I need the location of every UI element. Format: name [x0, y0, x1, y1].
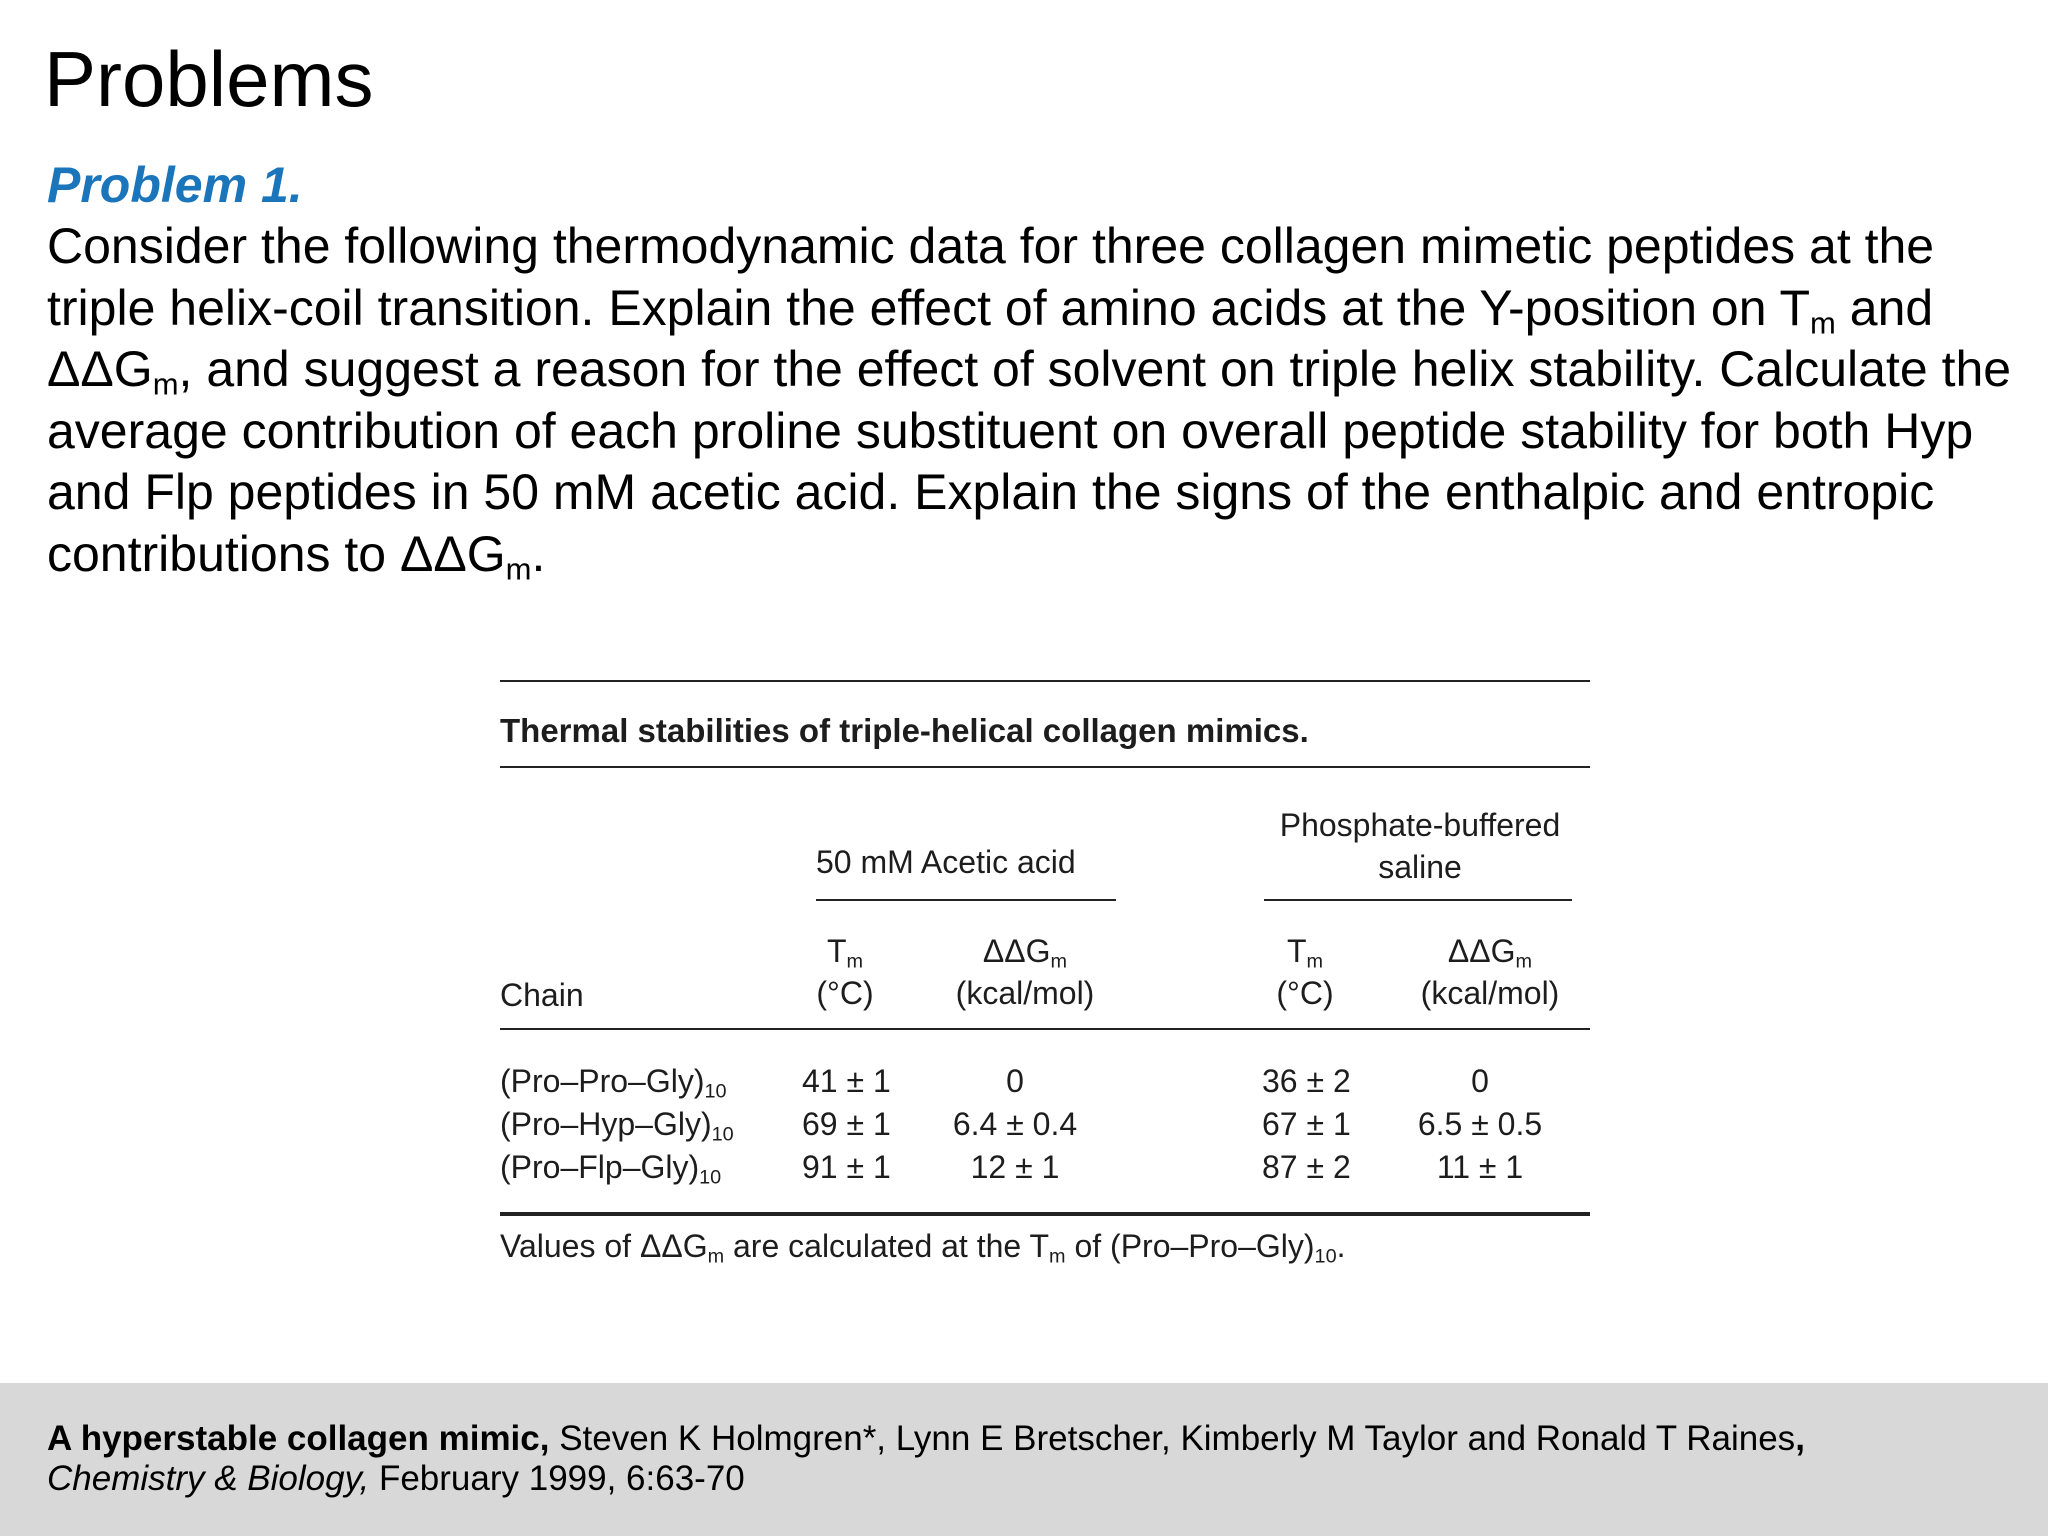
tm-unit: (°C)	[816, 975, 874, 1011]
table-caption: Thermal stabilities of triple-helical collagen mimics.	[500, 712, 1309, 749]
cell-tm-acetic: 69 ± 1	[802, 1106, 891, 1142]
subscript: m	[152, 366, 179, 402]
cell-tm-pbs: 87 ± 2	[1262, 1149, 1351, 1185]
subscript: m	[707, 1245, 725, 1268]
citation-authors: Steven K Holmgren*, Lynn E Bretscher, Kimberly M Taylor and Ronald T Raines	[549, 1419, 1796, 1458]
cell-dg-pbs: 0	[1471, 1063, 1489, 1099]
col-header-chain: Chain	[500, 977, 584, 1013]
col-header-tm-pbs	[1260, 930, 1350, 1014]
citation-details: February 1999, 6:63-70	[369, 1459, 745, 1498]
cell-tm-pbs: 67 ± 1	[1262, 1106, 1351, 1142]
col-header-dg-acetic	[940, 930, 1110, 1014]
problem-text-part: , and suggest a reason for the effect of solvent on triple helix stability. Calculate the average contribution of each proline substituent on overall peptide stability for both Hyp and Flp peptides in 50 mM acetic acid. Explain the signs of the enthalpic and entropic contributions to ΔΔG	[47, 341, 2012, 582]
subscript: 10	[704, 1080, 727, 1103]
dg-unit: (kcal/mol)	[955, 975, 1095, 1011]
tm-unit: (°C)	[1276, 975, 1334, 1011]
cell-tm-pbs: 36 ± 2	[1262, 1063, 1351, 1099]
group-header-pbs-line2: saline	[1378, 849, 1462, 885]
citation	[47, 1419, 1805, 1499]
cell-dg-acetic: 6.4 ± 0.4	[952, 1106, 1078, 1142]
subscript: m	[1810, 305, 1836, 341]
citation-title: A hyperstable collagen mimic,	[47, 1419, 550, 1458]
col-header-tm-acetic	[800, 930, 890, 1014]
dg-unit: (kcal/mol)	[1420, 975, 1560, 1011]
data-table	[500, 670, 1590, 1280]
citation-comma: ,	[1795, 1419, 1805, 1458]
cell-chain: $(Pro-Flp-Gly)_{10}$	[500, 1149, 722, 1189]
group-rule-acetic	[816, 899, 1116, 901]
tm-symbol: T	[826, 933, 847, 969]
subscript: m	[1050, 950, 1068, 973]
page-title: Problems	[44, 35, 374, 123]
problem-text-part: .	[531, 525, 546, 582]
dg-symbol: ΔΔG	[982, 933, 1051, 969]
cell-tm-acetic: 91 ± 1	[802, 1149, 891, 1185]
caption-rule	[500, 766, 1590, 768]
problem-label: Problem 1.	[47, 157, 303, 213]
subscript: 10	[711, 1123, 734, 1146]
group-header-acetic: 50 mM Acetic acid	[816, 844, 1076, 880]
header-rule	[500, 1028, 1590, 1030]
subscript: m	[1049, 1245, 1066, 1268]
group-header-pbs	[1260, 804, 1580, 888]
table-bottom-rule	[500, 1212, 1590, 1216]
subscript: m	[1515, 950, 1533, 973]
dg-symbol: ΔΔG	[1447, 933, 1516, 969]
problem-text	[47, 216, 2027, 585]
group-header-pbs-line1: Phosphate-buffered	[1279, 807, 1561, 843]
cell-dg-pbs: 11 ± 1	[1436, 1149, 1524, 1185]
cell-tm-acetic: 41 ± 1	[802, 1063, 891, 1099]
cell-chain: $(Pro-Hyp-Gly)_{10}$	[500, 1106, 734, 1146]
subscript: m	[505, 551, 532, 587]
citation-footer	[0, 1383, 2048, 1536]
cell-dg-acetic: 0	[1006, 1063, 1024, 1099]
subscript: m	[846, 950, 864, 973]
table-top-rule	[500, 680, 1590, 682]
subscript: m	[1306, 950, 1324, 973]
tm-symbol: T	[1286, 933, 1307, 969]
group-rule-pbs	[1264, 899, 1572, 901]
cell-dg-acetic: 12 ± 1	[970, 1149, 1060, 1185]
cell-chain: $(Pro-Pro-Gly)_{10}$	[500, 1063, 727, 1103]
table-footnote: Values of $\Delta\Delta G_m$ are calculated at the $T_m$ of $(Pro-Pro-Gly)_{10}$.	[500, 1228, 1346, 1268]
subscript: 10	[1314, 1245, 1337, 1268]
problem-text-part: and ΔΔG	[47, 279, 1934, 397]
subscript: 10	[699, 1166, 722, 1189]
citation-journal: Chemistry & Biology,	[47, 1459, 370, 1498]
cell-dg-pbs: 6.5 ± 0.5	[1417, 1106, 1543, 1142]
problem-text-part: Consider the following thermodynamic data for three collagen mimetic peptides at the triple helix-coil transition. Explain the effect of amino acids at the Y-position on T	[47, 218, 1935, 336]
col-header-dg-pbs	[1405, 930, 1575, 1014]
